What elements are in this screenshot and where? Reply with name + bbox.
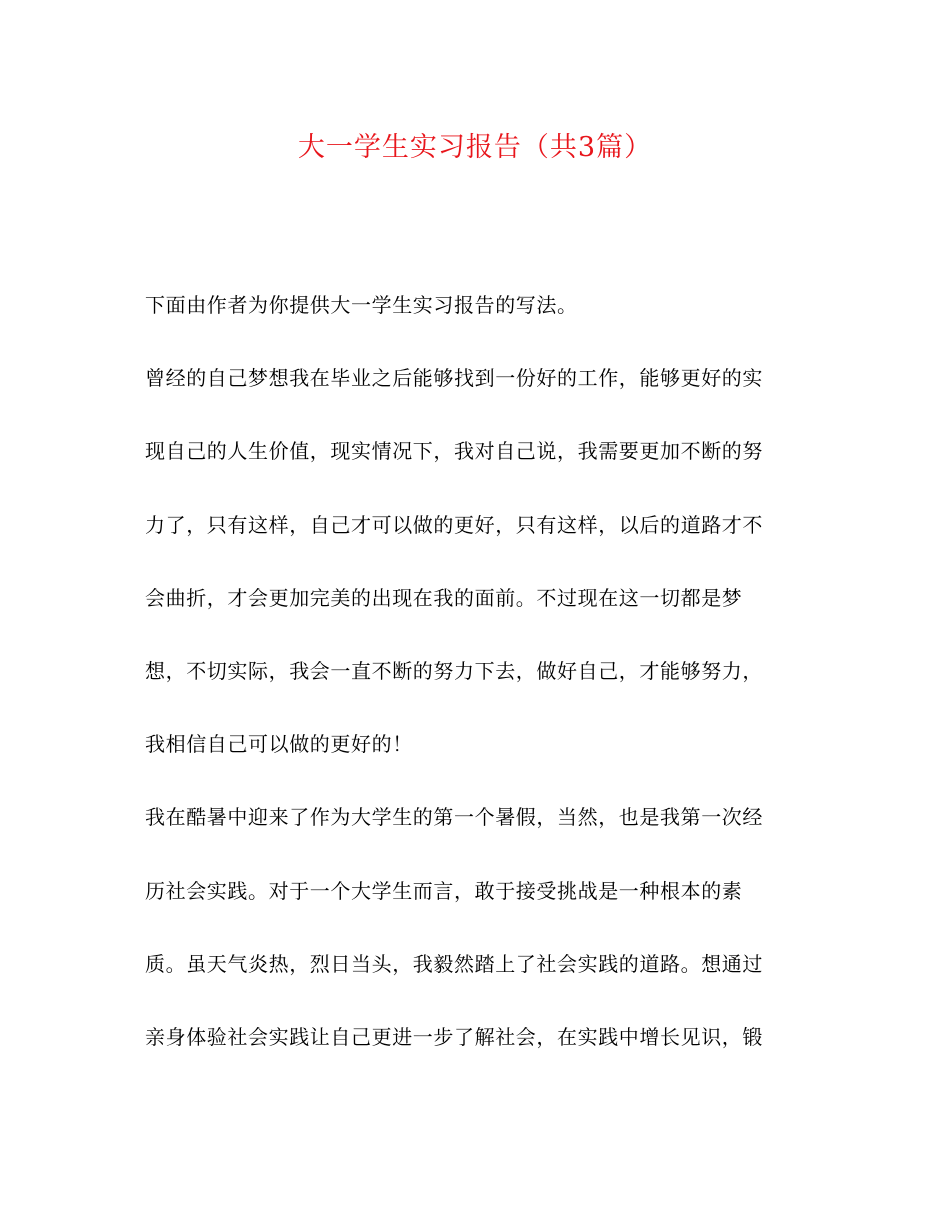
body-line: 亲身体验社会实践让自己更进一步了解社会，在实践中增长见识，锻 [145,1024,763,1049]
body-line: 历社会实践。对于一个大学生而言，敢于接受挑战是一种根本的素 [145,878,743,903]
body-line: 会曲折，才会更加完美的出现在我的面前。不过现在这一切都是梦 [145,585,743,610]
body-line: 下面由作者为你提供大一学生实习报告的写法。 [145,293,578,317]
body-line: 力了，只有这样，自己才可以做的更好，只有这样，以后的道路才不 [145,512,763,537]
body-line: 质。虽天气炎热，烈日当头，我毅然踏上了社会实践的道路。想通过 [145,951,763,976]
body-line: 我在酷暑中迎来了作为大学生的第一个暑假，当然，也是我第一次经 [145,805,763,830]
body-line: 我相信自己可以做的更好的！ [145,732,413,757]
document-title: 大一学生实习报告（共3篇） [297,132,653,163]
body-line: 想，不切实际，我会一直不断的努力下去，做好自己，才能够努力， [145,658,763,683]
body-line: 曾经的自己梦想我在毕业之后能够找到一份好的工作，能够更好的实 [145,366,763,391]
body-line: 现自己的人生价值，现实情况下，我对自己说，我需要更加不断的努 [145,439,763,464]
document-body [145,285,825,1090]
